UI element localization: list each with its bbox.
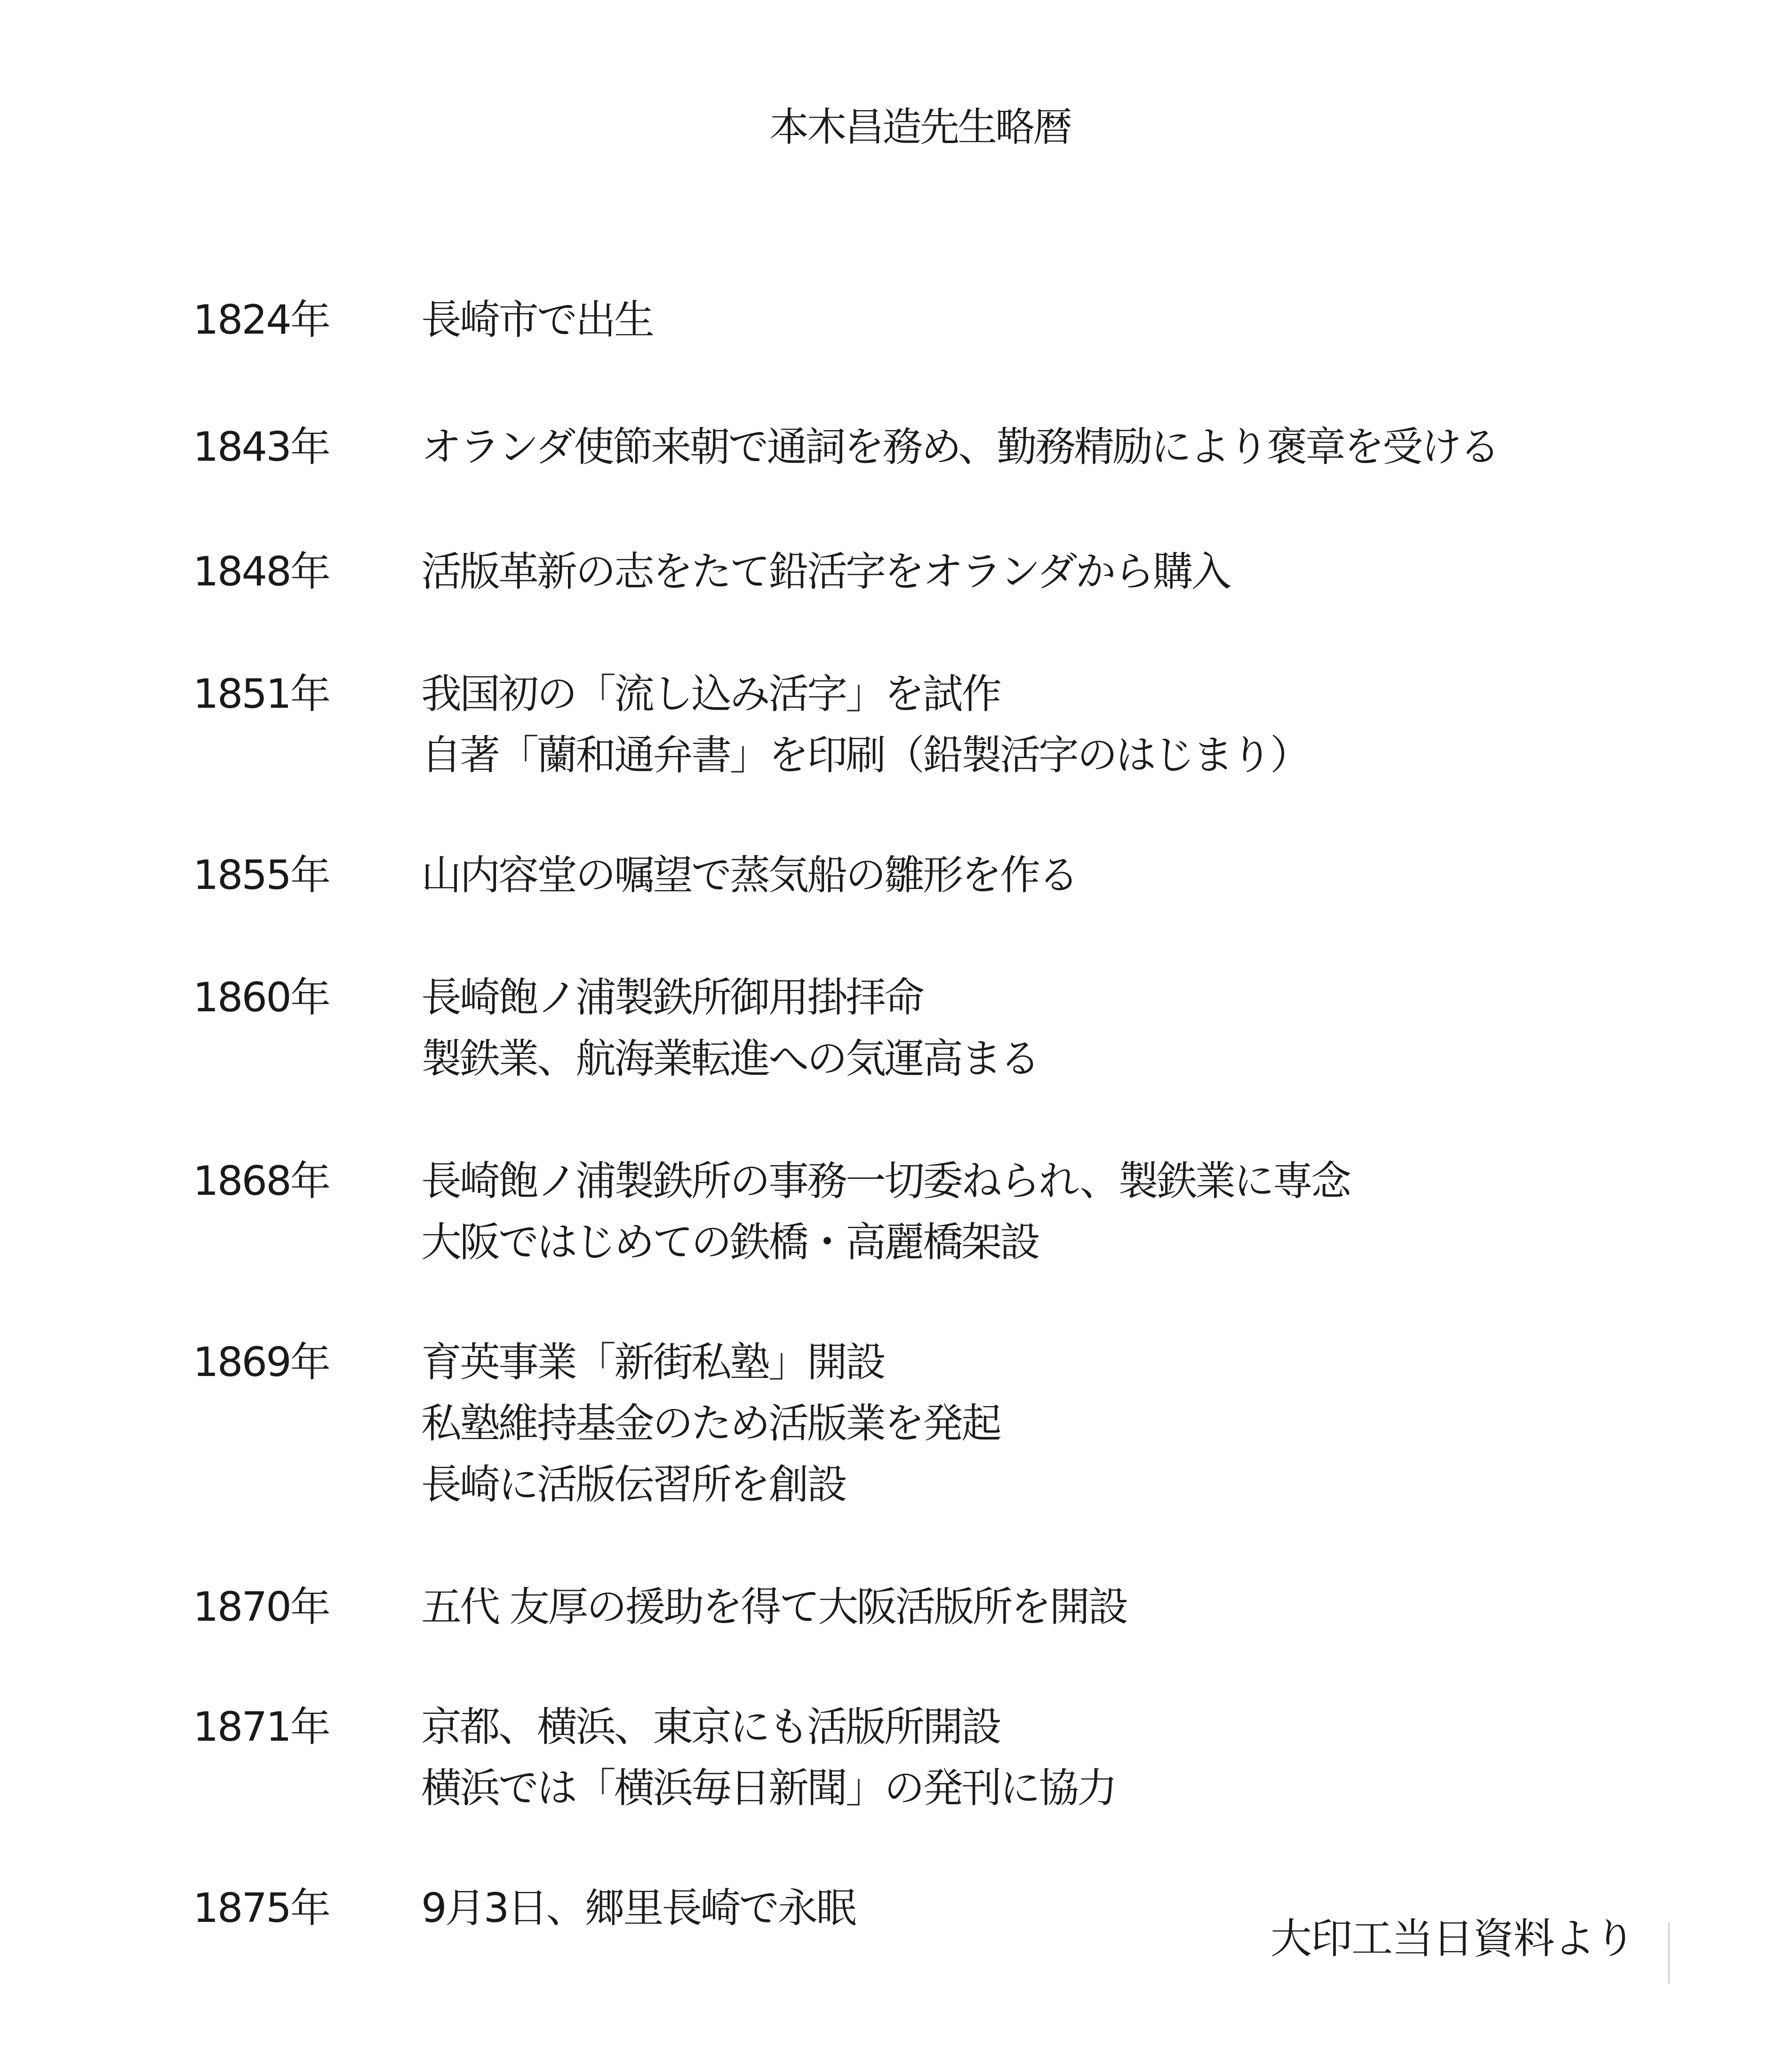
timeline-year: 1870年	[193, 1584, 329, 1631]
timeline-event	[421, 967, 1039, 1089]
event-line: 自著「蘭和通弁書」を印刷（鉛製活字のはじまり）	[421, 732, 1309, 779]
event-line: 9月3日、郷里長崎で永眠	[421, 1885, 855, 1932]
timeline-year: 1824年	[193, 296, 329, 344]
timeline-year: 1860年	[193, 974, 329, 1021]
event-line: 長崎飽ノ浦製鉄所の事務一切委ねられ、製鉄業に専念	[421, 1158, 1350, 1205]
timeline-year: 1848年	[193, 548, 329, 595]
event-line: 大阪ではじめての鉄橋・高麗橋架設	[421, 1219, 1039, 1266]
event-line: オランダ使節来朝で通詞を務め、勤務精励により褒章を受ける	[421, 424, 1499, 471]
timeline-year: 1843年	[193, 424, 329, 471]
timeline-event	[421, 416, 1498, 478]
timeline-event	[421, 1576, 1127, 1638]
event-line: 山内容堂の嘱望で蒸気船の雛形を作る	[421, 852, 1077, 899]
timeline-event	[421, 845, 1077, 906]
event-line: 長崎市で出生	[421, 296, 653, 344]
event-line: 我国初の「流し込み活字」を試作	[421, 671, 1000, 718]
timeline-year: 1851年	[193, 671, 329, 718]
event-line: 長崎飽ノ浦製鉄所御用掛拝命	[421, 974, 923, 1021]
timeline-year: 1875年	[193, 1885, 329, 1932]
event-line: 横浜では「横浜毎日新聞」の発刊に協力	[421, 1765, 1116, 1812]
timeline-event	[421, 1151, 1350, 1273]
timeline-event	[421, 289, 653, 351]
event-line: 五代 友厚の援助を得て大阪活版所を開設	[421, 1584, 1127, 1631]
event-line: 製鉄業、航海業転進への気運高まる	[421, 1035, 1039, 1082]
timeline-year: 1871年	[193, 1704, 329, 1751]
timeline-year: 1868年	[193, 1158, 329, 1205]
timeline-event	[421, 541, 1230, 602]
timeline-year: 1855年	[193, 852, 329, 899]
timeline-event	[421, 664, 1309, 786]
timeline-event	[421, 1696, 1116, 1819]
event-line: 長崎に活版伝習所を創設	[421, 1461, 846, 1508]
event-line: 私塾維持基金のため活版業を発起	[421, 1400, 1000, 1447]
timeline-event	[421, 1878, 855, 1939]
event-line: 京都、横浜、東京にも活版所開設	[421, 1704, 1000, 1751]
timeline-year: 1869年	[193, 1339, 329, 1386]
timeline-event	[421, 1332, 1000, 1515]
source-note: 大印工当日資料より	[1271, 1914, 1635, 1963]
scan-edge-mark	[1668, 1922, 1670, 1984]
document-title: 本木昌造先生略暦	[769, 104, 1071, 150]
event-line: 育英事業「新街私塾」開設	[421, 1339, 884, 1386]
event-line: 活版革新の志をたて鉛活字をオランダから購入	[421, 548, 1230, 595]
